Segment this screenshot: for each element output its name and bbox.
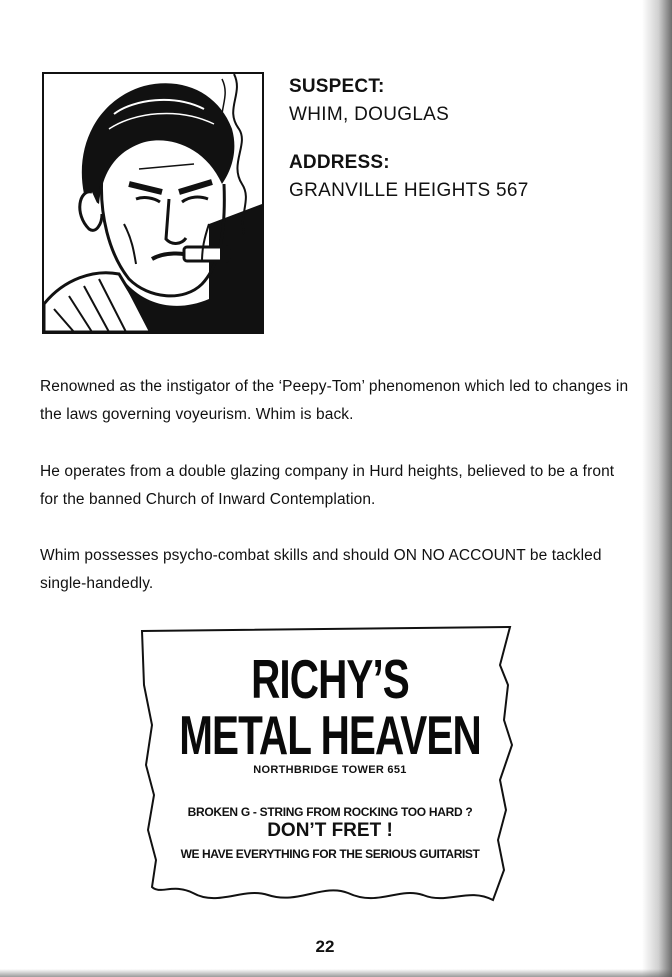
page-gutter-shadow [642, 0, 672, 977]
suspect-portrait [42, 72, 264, 334]
address-label: ADDRESS: [289, 152, 390, 173]
suspect-label: SUSPECT: [289, 76, 385, 97]
ad-title-line-1: RICHY’S [251, 649, 409, 711]
paragraph-operations: He operates from a double glazing company in Hurd heights, believed to be a front for the banned Church of Inward Contemplation. [40, 463, 615, 508]
ad-tagline-1: BROKEN G - STRING FROM ROCKING TOO HARD ? [187, 805, 473, 819]
ad-tagline-2: DON’T FRET ! [267, 820, 393, 841]
ad-tagline-3: WE HAVE EVERYTHING FOR THE SERIOUS GUITARIST [180, 847, 480, 861]
suspect-info [289, 76, 529, 202]
ad-title-line-2: METAL HEAVEN [179, 705, 481, 767]
page-bottom-edge [0, 969, 672, 977]
suspect-name: WHIM, DOUGLAS [289, 104, 450, 125]
address-block [289, 152, 529, 202]
paragraph-background: Renowned as the instigator of the ‘Peepy-Tom’ phenomenon which led to changes in the laws governing voyeurism. Whim is back. [40, 378, 629, 423]
advertisement [138, 625, 516, 910]
ad-address: NORTHBRIDGE TOWER 651 [253, 764, 407, 776]
address-value: GRANVILLE HEIGHTS 567 [289, 180, 529, 201]
page-number: 22 [315, 937, 335, 956]
paragraph-warning: Whim possesses psycho-combat skills and should ON NO ACCOUNT be tackled single-handedly. [40, 547, 602, 592]
